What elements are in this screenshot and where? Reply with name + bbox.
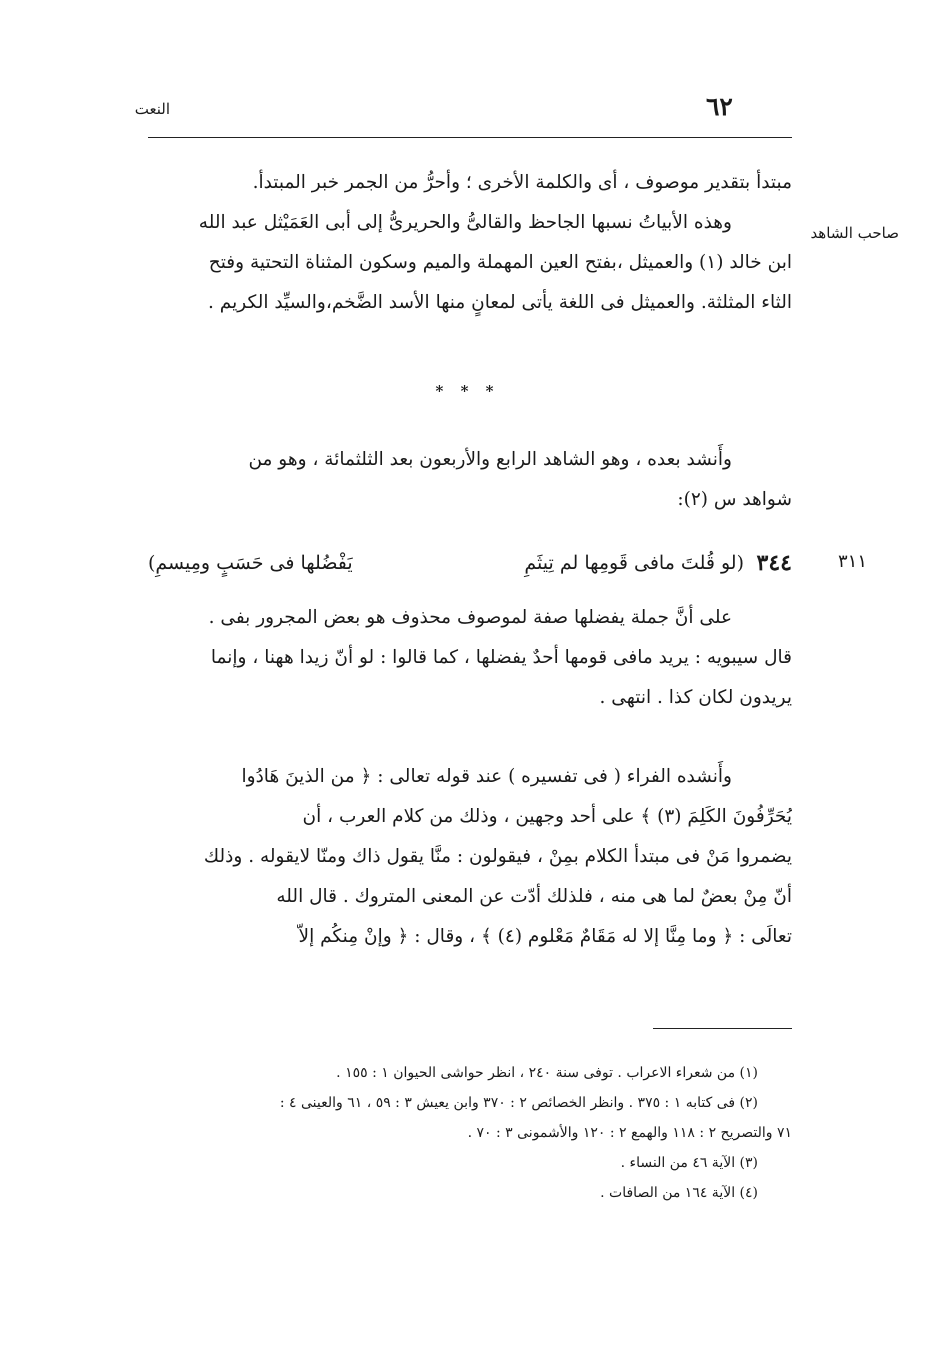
footnote-2-continued: ٧١ والتصريح ٢ : ١١٨ والهمع ٢ : ١٢٠ والأشمونى ٣ : ٧٠ . <box>467 1125 792 1141</box>
text-line: شواهد س (٢): <box>677 489 792 510</box>
margin-note-sahib-alshahid: صاحب الشاهد <box>810 224 899 242</box>
margin-verse-number: ٣١١ <box>838 551 868 572</box>
paragraph-4 <box>142 757 792 957</box>
running-header-title: النعت <box>134 100 170 118</box>
text-line: مبتدأ بتقدير موصوف ، أى والكلمة الأخرى ؛ وأحرُّ من الجمر خبر المبتدأ. <box>252 172 792 193</box>
paragraph-1 <box>142 163 792 323</box>
page-number: ٦٢ <box>706 92 733 121</box>
text-line: وهذه الأبياتُ نسبها الجاحظ والقالىُّ والحريرىُّ إلى أبى العَمَيْثل عبد الله <box>198 212 732 233</box>
footnotes <box>148 1058 792 1208</box>
footnote-3: (٣) الآية ٤٦ من النساء . <box>620 1155 758 1171</box>
text-line: قال سيبويه : يريد مافى قومها أحدٌ يفضلها ، كما قالوا : لو أنّ زيدا ههنا ، وإنما <box>210 647 792 668</box>
paragraph-2 <box>142 440 792 520</box>
text-line: وأَنشده الفراء ( فى تفسيره ) عند قوله تعالى : ﴿ من الذينَ هَادُوا <box>241 766 732 787</box>
verse-hemistich-2: يَفْضُلها فى حَسَبٍ ومِيسمِ) <box>148 552 353 574</box>
verse-number: ٣٤٤ <box>756 550 792 576</box>
text-line: يريدون لكان كذا . انتهى . <box>599 687 792 708</box>
text-line: يُحَرِّفُونَ الكَلِمَ (٣) ﴾ على أحد وجهين ، وذلك من كلام العرب ، أن <box>302 806 792 827</box>
text-line: يضمروا مَنْ فى مبتدأ الكلام بمِنْ ، فيقولون : منَّا يقول ذاك ومنّا لايقوله . وذلك <box>203 846 792 867</box>
verse-hemistich-1: (لو قُلتَ مافى قَومِها لم تِيثَمِ <box>524 552 744 574</box>
text-line: الثاء المثلثة. والعميثل فى اللغة يأتى لمعانٍ منها الأسد الضَّخم،والسيِّد الكريم . <box>208 292 792 313</box>
text-line: أنّ مِنْ بعضٌ لما هى منه ، فلذلك أدّت عن المعنى المتروك . قال الله <box>276 886 792 907</box>
footnote-rule <box>653 1028 792 1029</box>
text-line: وأَنشد بعده ، وهو الشاهد الرابع والأربعون بعد الثلثمائة ، وهو من <box>248 449 732 470</box>
footnote-2: (٢) فى كتابه ١ : ٣٧٥ . وانظر الخصائص ٢ : ٣٧٠ وابن يعيش ٣ : ٥٩ ، ٦١ والعينى ٤ : <box>279 1095 758 1111</box>
footnote-4: (٤) الآية ١٦٤ من الصافات . <box>600 1185 758 1201</box>
poetry-verse <box>148 543 792 583</box>
text-line: تعالَى : ﴿ وما مِنَّا إلا له مَقَامٌ مَعْلوم (٤) ﴾ ، وقال : ﴿ وإنْ مِنكُم إلاّ <box>298 926 792 947</box>
text-line: على أنَّ جملة يفضلها صفة لموصوف محذوف هو بعض المجرور بفى . <box>208 607 732 628</box>
text-line: ابن خالد (١) والعميثل ،بفتح العين المهملة والميم وسكون المثناة التحتية وفتح <box>208 252 792 273</box>
paragraph-3 <box>142 598 792 718</box>
footnote-1: (١) من شعراء الاعراب . توفى سنة ٢٤٠ ، انظر حواشى الحيوان ١ : ١٥٥ . <box>336 1065 758 1081</box>
section-separator: * * * <box>435 382 500 400</box>
header-rule <box>148 137 792 138</box>
